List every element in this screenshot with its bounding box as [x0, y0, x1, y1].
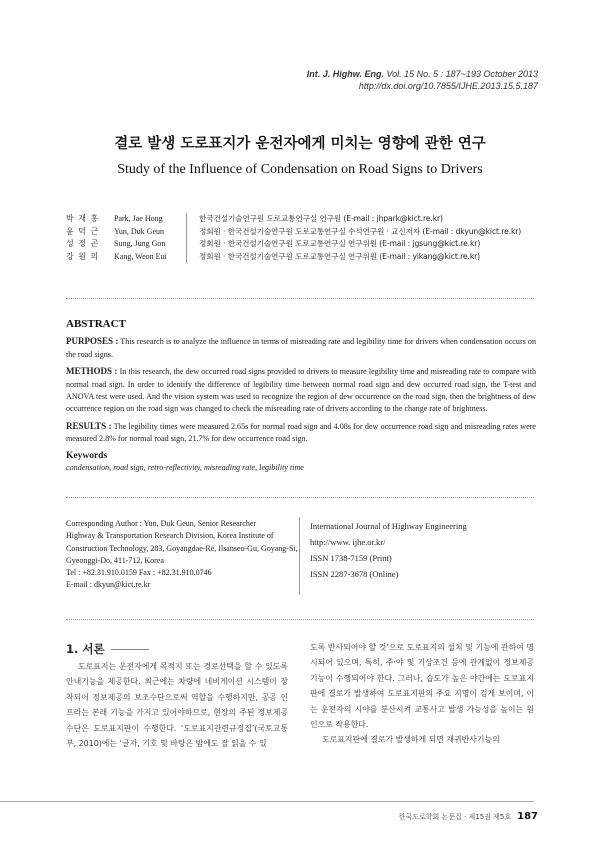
divider-dotted: [66, 619, 534, 620]
journal-info-line: ISSN 1738-7159 (Print): [310, 553, 392, 563]
author-name-en: Sung, Jung Gon: [114, 239, 166, 248]
body-column-right: [310, 640, 534, 748]
purposes-text: This research is to analyze the influence in terms of misreading rate and legibility time for drivers when condensation occurs on the road signs.: [66, 337, 536, 359]
author-divider: [186, 226, 199, 239]
author-divider: [186, 238, 199, 251]
journal-header: [307, 68, 538, 92]
abstract-purposes: [66, 335, 536, 361]
author-affiliation: 정회원 · 한국건설기술연구원 도로교통연구실 수석연구원 · 교신저자 (E-mail : dkyun@kict.re.kr): [199, 226, 522, 236]
body-paragraph: 도로표지는 운전자에게 목적지 또는 경로선택을 할 수 있도록 안내기능을 제공한다. 최근에는 차량에 네비게이션 시스템이 장착되어 정보제공의 보조수단으로써 역할을 수행하지만, 공공 인프라는 본래 기능을 가지고 있어야하므로, 현장의 주된 정보제공 수단은 도로표지판이 수행한다. ‘도로표지관련규정집’(국토교통부, 2010)에는 ‘글자, 기호 및 바탕은 밤에도 잘 읽을 수 있: [66, 662, 288, 749]
methods-label: METHODS :: [66, 366, 118, 377]
results-text: The legibility times were measured 2.65s for normal road sign and 4.08s for dew occurrence road sign and misreading rates were measured 2.8% for normal road sign, 21.7% for dew occurrence road sign.: [66, 421, 536, 444]
column-divider: [299, 517, 300, 595]
author-name-ko: 강 원 의: [66, 251, 100, 261]
author-row: [66, 238, 521, 251]
author-name-ko: 박 재 홍: [66, 214, 100, 223]
keywords-heading: Keywords: [66, 450, 108, 461]
abstract-heading: ABSTRACT: [66, 318, 126, 330]
corr-line: E-mail : dkyun@kict.re.kr: [66, 580, 151, 590]
section-rule: [111, 649, 149, 650]
divider-dotted: [66, 298, 534, 299]
corr-line: Corresponding Author : Yun, Duk Geun, Senior Researcher: [66, 519, 257, 528]
journal-info-line: ISSN 2287-3678 (Online): [310, 569, 399, 579]
journal-volume: Vol. 15 No. 5 : 187~193 October 2013: [383, 69, 538, 79]
journal-info-block: [310, 518, 467, 582]
section-title: 1. 서론: [66, 642, 105, 656]
author-divider: [186, 251, 199, 264]
body-paragraph: 도록 반사되어야 할 것’으로 도로표지의 설치 및 기능에 관하여 명시되어 있으며, 특히, 주·야 및 기상조건 등에 관계없이 정보제공 기능이 수행되어야 한다. 그러나, 습도가 높은 야간에는 도로표지판에 결로가 발생하여 도로표지판의 주요 지명이 검게 보이며, 이는 운전자의 시야를 분산시켜 교통사고 발생 가능성을 높이는 원인으로 작용한다.: [310, 643, 534, 730]
author-affiliation: 정회원 · 한국건설기술연구원 도로교통연구실 연구위원 (E-mail : yikang@kict.re.kr): [199, 251, 481, 261]
author-name-ko: 윤 덕 근: [66, 226, 100, 236]
corresponding-author-block: [66, 518, 306, 592]
author-divider: [186, 213, 199, 226]
abstract-results: [66, 420, 536, 446]
results-label: RESULTS :: [66, 420, 112, 431]
footer-rule: [0, 801, 534, 802]
keywords-text: condensation, road sign, retro-reflectivity, misreading rate, legibility time: [66, 463, 304, 473]
doi-link[interactable]: http://dx.doi.org/10.7855/IJHE.2013.15.5.187: [358, 81, 538, 91]
corr-line: Highway & Transportation Research Division, Korea Institute of: [66, 531, 274, 541]
author-row: [66, 213, 521, 226]
journal-abbrev: Int. J. Highw. Eng.: [306, 69, 384, 79]
author-row: [66, 226, 521, 239]
corr-line: Gyeonggi-Do, 411-712, Korea: [66, 555, 164, 565]
corr-line: Construction Technology, 283, Goyangdae-Re, Ilsanseo-Gu, Goyang-Si,: [66, 543, 298, 553]
journal-url[interactable]: http://www. ijhe.or.kr/: [310, 537, 386, 547]
divider-dotted: [66, 497, 534, 498]
corr-line: Tel : +82.31.910.0159 Fax : +82.31.910.0746: [66, 568, 212, 578]
title-korean: 결로 발생 도로표지가 운전자에게 미치는 영향에 관한 연구: [114, 136, 486, 152]
author-name-en: Park, Jae Hong: [114, 214, 163, 223]
footer-journal: 한국도로학회 논문집 · 제15권 제5호: [398, 813, 512, 821]
methods-text: In this research, the dew occurred road signs provided to drivers to measure legibility time and misreading rate to compare with normal road sign. In order to identify the difference of legibility time between normal road sign and dew occurred road sign, the T-test and ANOVA test were used. And the vision system was used to recognize the region of dew occurrence on the road sign, then the brightness of dew occurrence region on the road sign was changed to check the misreading rate of drivers according to the change rate of brightness.: [66, 367, 536, 414]
author-list: [66, 213, 521, 263]
section-heading: [66, 641, 149, 657]
author-name-ko: 성 정 곤: [66, 239, 100, 248]
author-affiliation: 한국건설기술연구원 도로교통연구실 연구원 (E-mail : jhpark@kict.re.kr): [199, 214, 443, 223]
abstract-section: [66, 318, 536, 474]
purposes-label: PURPOSES :: [66, 336, 119, 347]
author-affiliation: 정회원 · 한국건설기술연구원 도로교통연구실 연구위원 (E-mail : jgsung@kict.re.kr): [199, 239, 481, 248]
abstract-methods: [66, 365, 536, 416]
page-number: 187: [517, 811, 538, 822]
author-name-en: Yun, Duk Geun: [114, 226, 164, 236]
page-footer: [399, 811, 538, 822]
author-name-en: Kang, Weon Eui: [114, 251, 167, 261]
journal-info-line: International Journal of Highway Engineering: [310, 521, 467, 531]
body-paragraph: 도로표지판에 결로가 발생하게 되면 재귀반사기능의: [322, 735, 500, 745]
body-column-left: [66, 659, 288, 751]
author-row: [66, 251, 521, 264]
title-english: Study of the Influence of Condensation on Road Signs to Drivers: [117, 162, 483, 177]
